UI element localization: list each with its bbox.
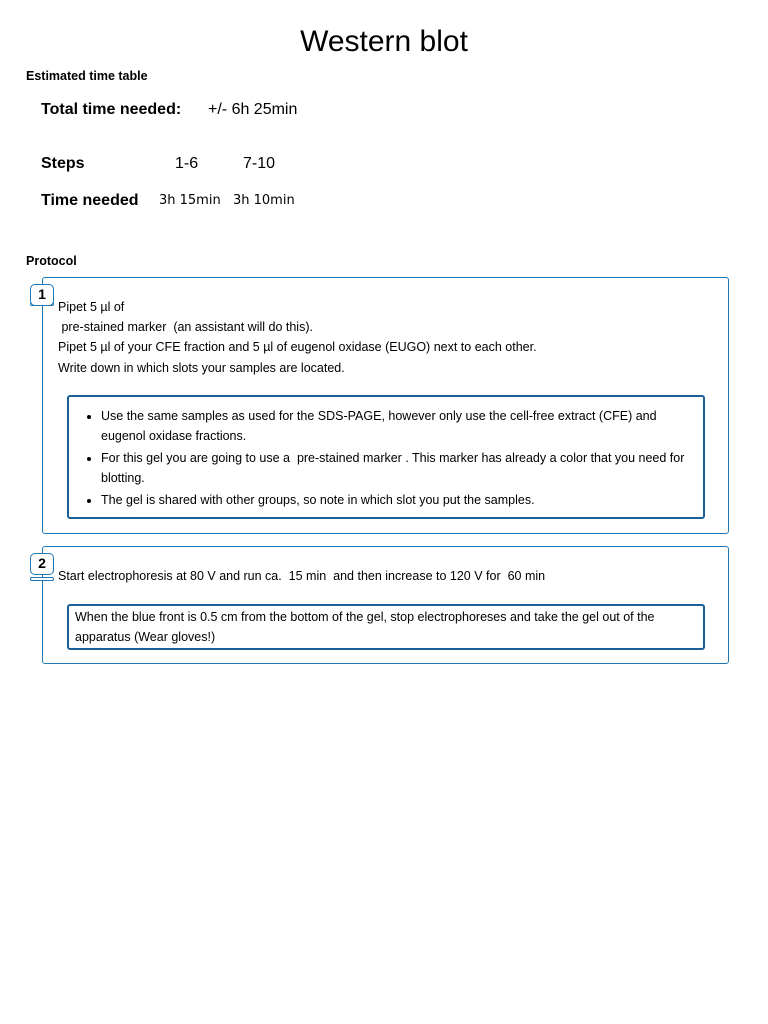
step-2-badge: 2 [30,553,54,575]
page-title: Western blot [300,25,468,58]
step-1-line: pre-stained marker (an assistant will do this). [58,320,313,334]
step-1-badge: 1 [30,284,54,306]
step-1-note [67,395,705,519]
steps-range-2: 7-10 [243,155,276,172]
step-2-note-text: When the blue front is 0.5 cm from the bottom of the gel, stop electrophoreses and take the gel out of the apparatus (Wear gloves!) [75,610,655,644]
time-needed-1: 3h 15min [159,193,221,208]
step-1-line: Pipet 5 µl of your CFE fraction and 5 µl of eugenol oxidase (EUGO) next to each other. [58,340,537,354]
total-time-value: +/- 6h 25min [208,101,298,118]
note-bullet: • Use the same samples as used for the SDS-PAGE, however only use the cell-free extract (CFE) and eugenol oxidase fractions. [101,407,689,446]
step-2-line: Start electrophoresis at 80 V and run ca. 15 min and then increase to 120 V for 60 min [58,569,546,583]
time-needed-2: 3h 10min [233,193,295,208]
step-2-note [67,604,705,650]
steps-range-1: 1-6 [175,155,199,172]
steps-label: Steps [41,155,85,172]
time-needed-label: Time needed [41,192,139,209]
total-time-label: Total time needed: [41,101,182,118]
note-bullet: • The gel is shared with other groups, so note in which slot you put the samples. [101,491,689,511]
step-2-badge-tab [30,577,54,581]
step-1-line: Pipet 5 µl of [58,300,125,314]
time-table-heading: Estimated time table [26,69,148,83]
note-bullet: • For this gel you are going to use a pre-stained marker . This marker has already a color that you need for blotting. [101,449,689,488]
protocol-heading: Protocol [26,254,77,268]
step-1-line: Write down in which slots your samples are located. [58,361,345,375]
